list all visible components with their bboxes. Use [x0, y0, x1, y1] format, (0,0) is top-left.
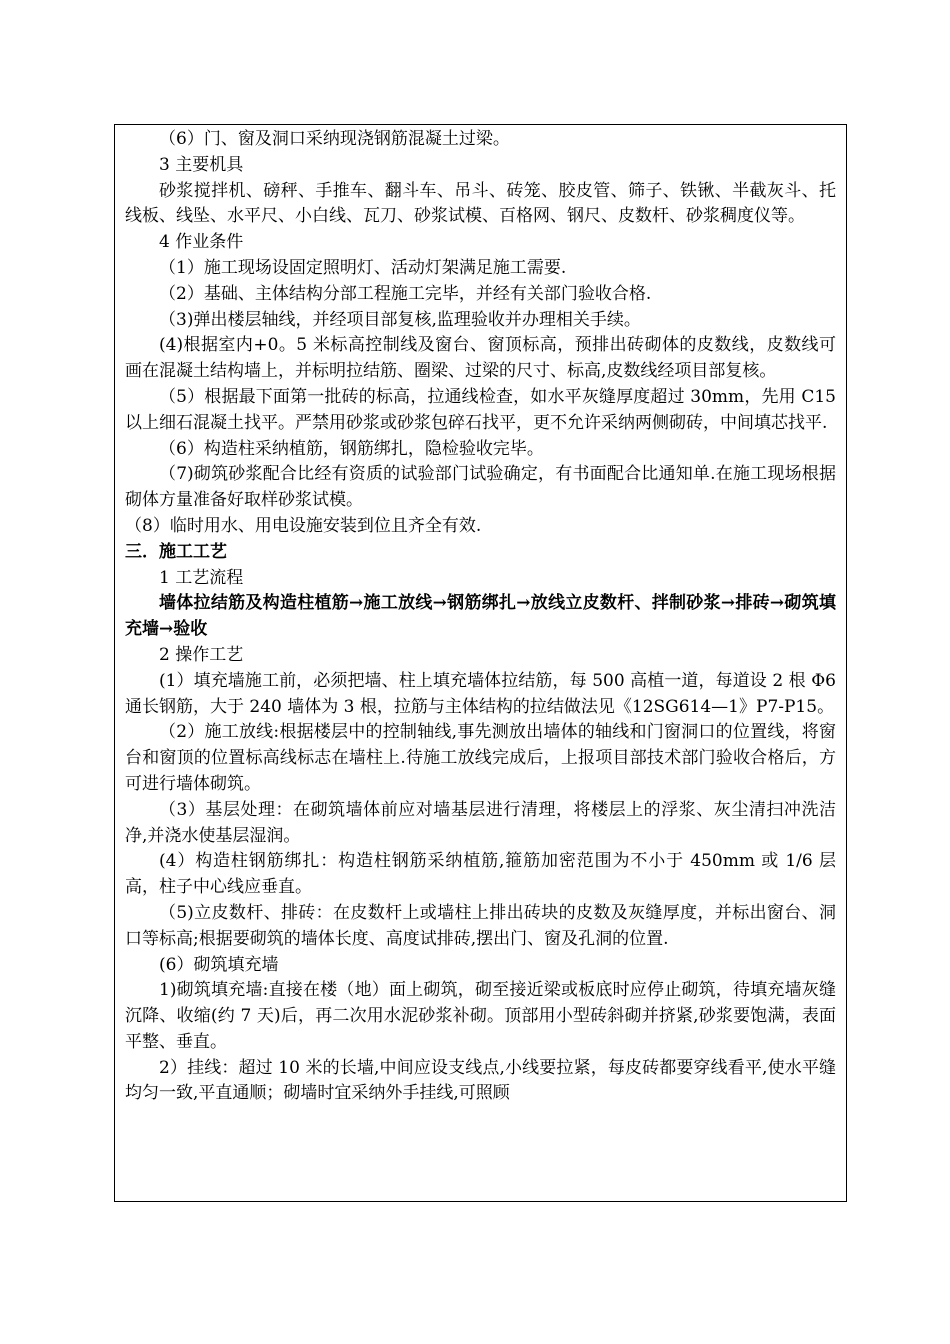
- paragraph: （5）根据最下面第一批砖的标高，拉通线检查，如水平灰缝厚度超过 30mm，先用 C15 以上细石混凝土找平。严禁用砂浆或砂浆包碎石找平，更不允许采纳两侧砌砖，中间填芯找平.: [125, 386, 836, 433]
- paragraph: （3)弹出楼层轴线，并经项目部复核,监理验收并办理相关手续。: [159, 309, 641, 330]
- paragraph: (4)根据室内+0。5 米标高控制线及窗台、窗顶标高，预排出砖砌体的皮数线，皮数线可画在混凝土结构墙上，并标明拉结筋、圈梁、过梁的尺寸、标高,皮数线经项目部复核。: [125, 335, 836, 382]
- paragraph: （5)立皮数杆、排砖：在皮数杆上或墙柱上排出砖块的皮数及灰缝厚度，并标出窗台、洞口等标高;根据要砌筑的墙体长度、高度试排砖,摆出门、窗及孔洞的位置.: [125, 902, 836, 949]
- paragraph: （7)砌筑砂浆配合比经有资质的试验部门试验确定，有书面配合比通知单.在施工现场根据砌体方量准备好取样砂浆试模。: [125, 464, 836, 511]
- document-body: [115, 125, 846, 1107]
- paragraph: 砂浆搅拌机、磅秤、手推车、翻斗车、吊斗、砖笼、胶皮管、筛子、铁锹、半截灰斗、托线板、线坠、水平尺、小白线、瓦刀、砂浆试模、百格网、钢尺、皮数杆、砂浆稠度仪等。: [125, 180, 836, 227]
- paragraph: （3）基层处理：在砌筑墙体前应对墙基层进行清理，将楼层上的浮浆、灰尘清扫冲洗洁净,并浇水使基层湿润。: [125, 799, 836, 846]
- paragraph: (1）填充墙施工前，必须把墙、柱上填充墙体拉结筋，每 500 高植一道，每道设 2 根 Φ6 通长钢筋，大于 240 墙体为 3 根，拉筋与主体结构的拉结做法见《12SG614—1》P7-P15。: [125, 670, 836, 717]
- paragraph: 墙体拉结筋及构造柱植筋→施工放线→钢筋绑扎→放线立皮数杆、拌制砂浆→排砖→砌筑填充墙→验收: [125, 593, 836, 640]
- paragraph: （6）门、窗及洞口采纳现浇钢筋混凝土过梁。: [159, 129, 510, 149]
- paragraph: (4）构造柱钢筋绑扎：构造柱钢筋采纳植筋,箍筋加密范围为不小于 450mm 或 1/6 层高，柱子中心线应垂直。: [125, 851, 836, 898]
- paragraph: 4 作业条件: [159, 232, 244, 253]
- paragraph: 2）挂线：超过 10 米的长墙,中间应设支线点,小线要拉紧，每皮砖都要穿线看平,使水平缝均匀一致,平直通顺；砌墙时宜采纳外手挂线,可照顾: [125, 1057, 836, 1104]
- paragraph: （1）施工现场设固定照明灯、活动灯架满足施工需要.: [159, 257, 567, 278]
- paragraph: 1 工艺流程: [159, 567, 244, 588]
- paragraph: （2）施工放线:根据楼层中的控制轴线,事先测放出墙体的轴线和门窗洞口的位置线，将窗台和窗顶的位置标高线标志在墙柱上.待施工放线完成后，上报项目部技术部门验收合格后，方可进行墙体砌筑。: [125, 722, 836, 794]
- paragraph: 2 操作工艺: [159, 644, 244, 665]
- paragraph: （2）基础、主体结构分部工程施工完毕，并经有关部门验收合格.: [159, 283, 652, 304]
- paragraph: 1)砌筑填充墙:直接在楼（地）面上砌筑，砌至接近梁或板底时应停止砌筑，待填充墙灰缝沉降、收缩(约 7 天)后，再二次用水泥砂浆补砌。顶部用小型砖斜砌并挤紧,砂浆要饱满，表面平整、垂直。: [125, 980, 836, 1052]
- paragraph: 3 主要机具: [159, 154, 244, 175]
- paragraph: 三．施工工艺: [125, 541, 227, 562]
- document-frame: [114, 124, 847, 1202]
- paragraph: （8）临时用水、用电设施安装到位且齐全有效.: [125, 515, 482, 536]
- paragraph: （6）构造柱采纳植筋，钢筋绑扎，隐检验收完毕。: [159, 438, 544, 459]
- paragraph: (6）砌筑填充墙: [159, 954, 279, 975]
